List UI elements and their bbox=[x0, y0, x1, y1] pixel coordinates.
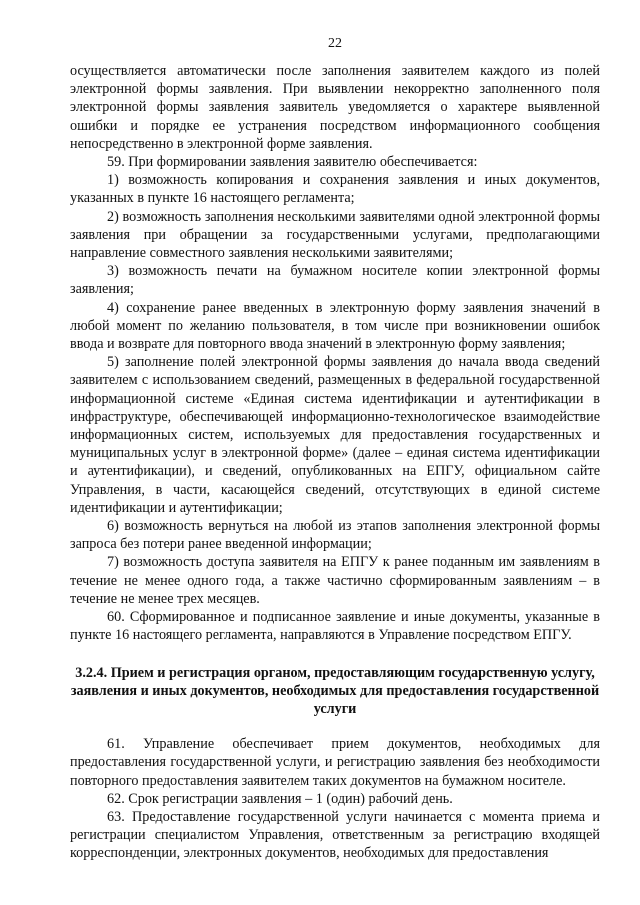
paragraph-61: 61. Управление обеспечивает прием документов, необходимых для предоставления государственной услуги, и регистрацию заявления без необходимости повторного предоставления заявителем таких документов на бумажном носителе. bbox=[70, 736, 600, 789]
section-heading: 3.2.4. Прием и регистрация органом, предоставляющим государственную услугу, заявления и иных документов, необходимых для предоставления государственной услуги bbox=[70, 664, 600, 717]
paragraph-62: 62. Срок регистрации заявления – 1 (один) рабочий день. bbox=[107, 790, 453, 807]
list-item-6: 6) возможность вернуться на любой из этапов заполнения электронной формы запроса без потери ранее введенной информации; bbox=[70, 518, 600, 553]
list-item-1: 1) возможность копирования и сохранения заявления и иных документов, указанных в пункте 16 настоящего регламента; bbox=[70, 172, 600, 207]
list-item-2: 2) возможность заполнения несколькими заявителями одной электронной формы заявления при обращении за государственными услугами, предполагающими направление совместного заявления несколькими заявителями; bbox=[70, 208, 600, 262]
list-item-4: 4) сохранение ранее введенных в электронную форму заявления значений в любой момент по желанию пользователя, в том числе при возникновении ошибок ввода и возврате для повторного ввода значений в электронную форму заявления; bbox=[70, 299, 600, 353]
paragraph: осуществляется автоматически после заполнения заявителем каждого из полей электронной формы заявления. При выявлении некорректно заполненного поля электронной формы заявления заявитель уведомляется о характере выявленной ошибки и порядке ее устранения посредством информационного сообщения непосредственно в электронной форме заявления. bbox=[70, 63, 600, 152]
list-item-7: 7) возможность доступа заявителя на ЕПГУ к ранее поданным им заявлениям в течение не менее одного года, а также частично сформированным заявлениям – в течение не менее трех месяцев. bbox=[70, 554, 600, 607]
document-body bbox=[70, 62, 600, 863]
list-item-5: 5) заполнение полей электронной формы заявления до начала ввода сведений заявителем с использованием сведений, размещенных в федеральной государственной информационной системе «Единая система идентификации и аутентификации в инфраструктуре, обеспечивающей информационно-технологическое взаимодействие информационных систем, используемых для предоставления государственных и муниципальных услуг в электронной форме» (далее – единая система идентификации и аутентификации), и сведений, опубликованных на ЕПГУ, официальном сайте Управления, в части, касающейся сведений, отсутствующих в единой системе идентификации и аутентификации; bbox=[70, 354, 600, 516]
paragraph-60: 60. Сформированное и подписанное заявление и иные документы, указанные в пункте 16 настоящего регламента, направляются в Управление посредством ЕПГУ. bbox=[70, 609, 600, 644]
paragraph-59: 59. При формировании заявления заявителю обеспечивается: bbox=[107, 154, 478, 171]
page-number: 22 bbox=[328, 36, 342, 51]
paragraph-63: 63. Предоставление государственной услуги начинается с момента приема и регистрации специалистом Управления, ответственным за регистрацию входящей корреспонденции, электронных документов, необходимых для предоставления bbox=[70, 808, 600, 862]
list-item-3: 3) возможность печати на бумажном носителе копии электронной формы заявления; bbox=[70, 263, 600, 298]
